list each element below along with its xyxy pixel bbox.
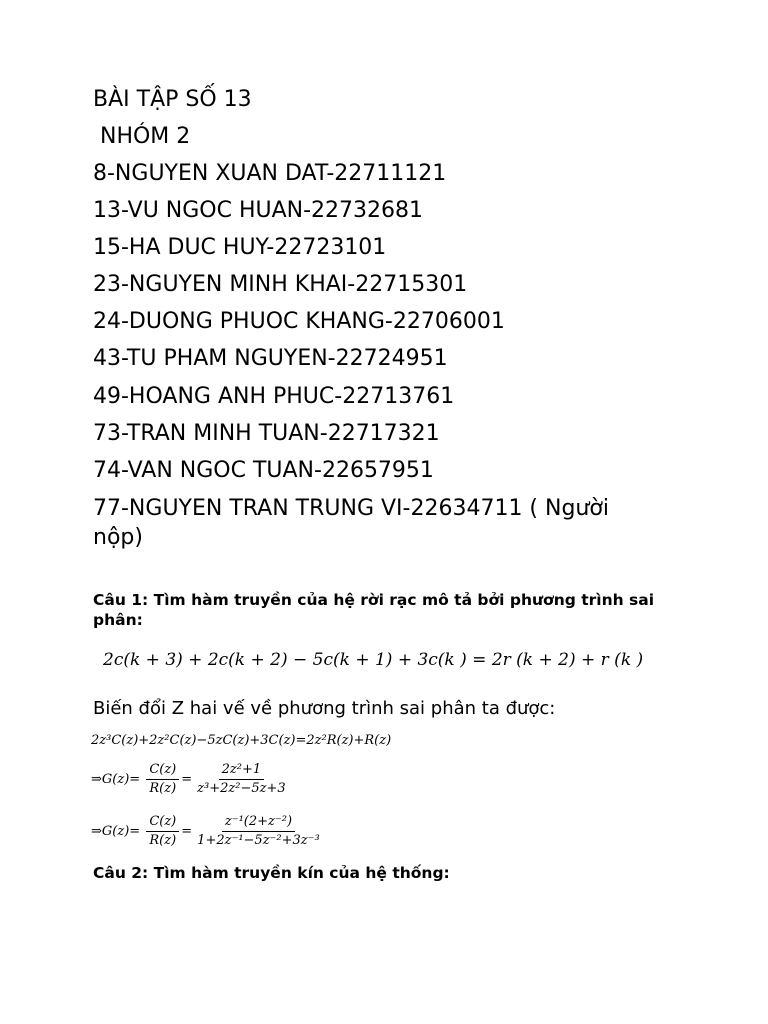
group-label: NHÓM 2 [93, 124, 191, 149]
transform-text: Biến đổi Z hai vế về phương trình sai phân ta được: [93, 698, 556, 719]
member-line: 74-VAN NGOC TUAN-22657951 [93, 458, 434, 483]
question-2-heading: Câu 2: Tìm hàm truyền kín của hệ thống: [93, 864, 450, 882]
member-line-submitter: 77-NGUYEN TRAN TRUNG VI-22634711 ( Người nộp) [93, 496, 609, 550]
member-line: 23-NGUYEN MINH KHAI-22715301 [93, 272, 468, 297]
fraction-negative-powers: $\frac{\text{z⁻¹(2+z⁻²)}}{\text{1+2z⁻¹−5z⁻²+3z⁻³}}$ [197, 814, 320, 848]
member-line: 8-NGUYEN XUAN DAT-22711121 [93, 161, 447, 186]
fraction-c-over-r: $\frac{C(z)}{R(z)}$ [146, 814, 179, 849]
member-line: 24-DUONG PHUOC KHANG-22706001 [93, 309, 505, 334]
gz-prefix: ⇒G(z)= [91, 824, 141, 839]
question-1-heading: Câu 1: Tìm hàm truyền của hệ rời rạc mô tả bởi phương trình sai phân: [93, 591, 655, 629]
document-title: BÀI TẬP SỐ 13 [93, 87, 252, 112]
member-line: 13-VU NGOC HUAN-22732681 [93, 198, 424, 223]
difference-equation: 2c(k + 3) + 2c(k + 2) − 5c(k + 1) + 3c(k ) = 2r (k + 2) + r (k ) [103, 650, 644, 670]
member-line: 49-HOANG ANH PHUC-22713761 [93, 384, 455, 409]
fraction-c-over-r: $\frac{C(z)}{R(z)}$ [146, 762, 179, 797]
member-line: 15-HA DUC HUY-22723101 [93, 235, 387, 260]
transfer-function-2: ⇒G(z)= $\frac{C(z)}{R(z)}$ = $\frac{\text{z⁻¹(2+z⁻²)}}{\text{1+2z⁻¹−5z⁻²+3z⁻³}}$ [91, 814, 325, 849]
fraction-polynomial: $\frac{\text{2z²+1}}{\text{z³+2z²−5z+3}}$ [197, 762, 286, 796]
transfer-function-1: ⇒G(z)= $\frac{C(z)}{R(z)}$ = $\frac{\text{2z²+1}}{\text{z³+2z²−5z+3}}$ [91, 762, 291, 797]
member-line: 43-TU PHAM NGUYEN-22724951 [93, 346, 448, 371]
z-transform-equation: 2z³C(z)+2z²C(z)−5zC(z)+3C(z)=2z²R(z)+R(z) [91, 733, 392, 748]
gz-prefix: ⇒G(z)= [91, 772, 141, 787]
member-line: 73-TRAN MINH TUAN-22717321 [93, 421, 440, 446]
